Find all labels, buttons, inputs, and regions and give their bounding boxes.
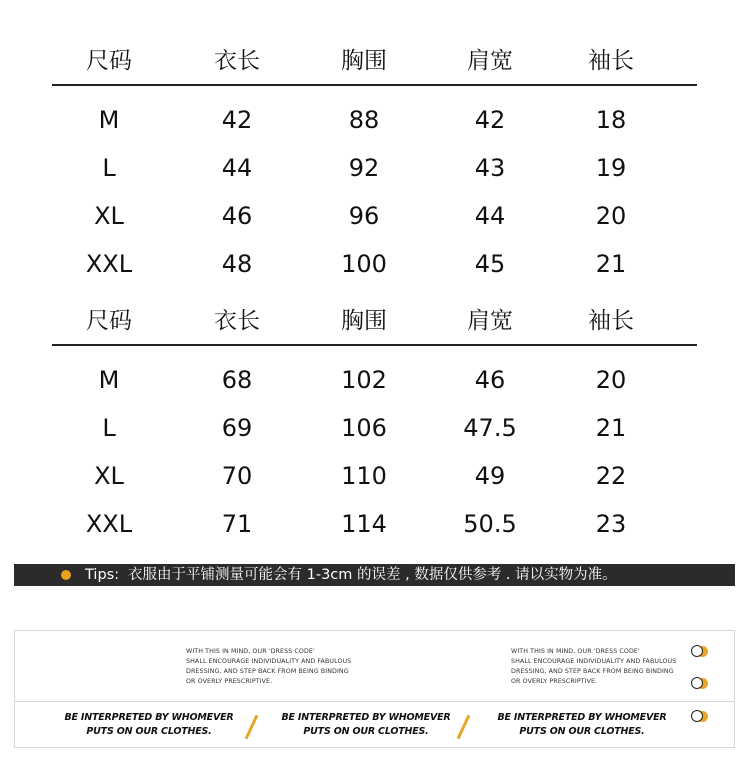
- table-row: [52, 404, 697, 452]
- size-table-1: [52, 36, 697, 288]
- cell-chest: 110: [341, 462, 387, 490]
- header-shoulder: 肩宽: [467, 48, 513, 74]
- table-row: [52, 96, 697, 144]
- header-shoulder: 肩宽: [467, 308, 513, 334]
- table-header-row: [52, 296, 697, 344]
- ring-dot-icon: [691, 645, 711, 659]
- tips-label: Tips:: [85, 567, 120, 583]
- table-row: [52, 356, 697, 404]
- dress-code-text-right: [511, 647, 686, 687]
- cell-sleeve: 20: [595, 366, 627, 394]
- table-header-row: [52, 36, 697, 84]
- ring-dot-icon: [691, 710, 711, 724]
- footer-banner: [14, 630, 735, 748]
- header-chest: 胸围: [341, 308, 387, 334]
- cell-length: 69: [221, 414, 253, 442]
- cell-chest: 100: [341, 250, 387, 278]
- cell-size: M: [98, 366, 120, 394]
- slogan-line: BE INTERPRETED BY WHOMEVER: [64, 712, 234, 723]
- cell-sleeve: 22: [595, 462, 627, 490]
- dress-code-line: OR OVERLY PRESCRIPTIVE.: [186, 678, 273, 685]
- tips-bar: [14, 564, 735, 586]
- dress-code-line: DRESSING, AND STEP BACK FROM BEING BINDING: [186, 668, 349, 675]
- table-row: [52, 144, 697, 192]
- cell-sleeve: 23: [595, 510, 627, 538]
- cell-shoulder: 45: [474, 250, 506, 278]
- dress-code-text-left: [186, 647, 361, 687]
- table-row: [52, 452, 697, 500]
- cell-shoulder: 49: [474, 462, 506, 490]
- cell-sleeve: 21: [595, 414, 627, 442]
- cell-shoulder: 50.5: [463, 510, 517, 538]
- cell-size: XL: [94, 462, 124, 490]
- cell-length: 71: [221, 510, 253, 538]
- cell-shoulder: 42: [474, 106, 506, 134]
- cell-chest: 96: [348, 202, 380, 230]
- bullet-dot-icon: [61, 570, 71, 580]
- dress-code-line: DRESSING, AND STEP BACK FROM BEING BINDING: [511, 668, 674, 675]
- dress-code-line: OR OVERLY PRESCRIPTIVE.: [511, 678, 598, 685]
- header-chest: 胸围: [341, 48, 387, 74]
- cell-length: 68: [221, 366, 253, 394]
- cell-chest: 92: [348, 154, 380, 182]
- slogan-right: [492, 711, 672, 739]
- cell-size: L: [102, 414, 116, 442]
- cell-size: L: [102, 154, 116, 182]
- header-size: 尺码: [86, 308, 132, 334]
- dress-code-line: WITH THIS IN MIND, OUR 'DRESS CODE': [186, 648, 315, 655]
- cell-length: 70: [221, 462, 253, 490]
- slogan-line: PUTS ON OUR CLOTHES.: [303, 726, 429, 737]
- cell-chest: 114: [341, 510, 387, 538]
- table-row: [52, 192, 697, 240]
- cell-shoulder: 47.5: [463, 414, 517, 442]
- slogan-line: BE INTERPRETED BY WHOMEVER: [281, 712, 451, 723]
- cell-length: 46: [221, 202, 253, 230]
- slogan-left: [59, 711, 239, 739]
- cell-sleeve: 18: [595, 106, 627, 134]
- size-table-2: [52, 296, 697, 548]
- cell-length: 42: [221, 106, 253, 134]
- header-sleeve: 袖长: [588, 48, 634, 74]
- slogan-line: PUTS ON OUR CLOTHES.: [519, 726, 645, 737]
- tips-text: 衣服由于平铺测量可能会有 1-3cm 的误差 , 数据仅供参考 . 请以实物为准。: [128, 567, 617, 583]
- cell-shoulder: 44: [474, 202, 506, 230]
- cell-sleeve: 19: [595, 154, 627, 182]
- table-row: [52, 500, 697, 548]
- cell-chest: 88: [348, 106, 380, 134]
- cell-size: XXL: [85, 250, 133, 278]
- cell-chest: 102: [341, 366, 387, 394]
- footer-divider: [15, 701, 734, 702]
- slogan-line: PUTS ON OUR CLOTHES.: [86, 726, 212, 737]
- dress-code-line: SHALL ENCOURAGE INDIVIDUALITY AND FABULOUS: [186, 658, 352, 665]
- cell-shoulder: 43: [474, 154, 506, 182]
- header-sleeve: 袖长: [588, 308, 634, 334]
- cell-length: 48: [221, 250, 253, 278]
- cell-sleeve: 20: [595, 202, 627, 230]
- cell-shoulder: 46: [474, 366, 506, 394]
- cell-size: XXL: [85, 510, 133, 538]
- cell-size: M: [98, 106, 120, 134]
- header-length: 衣长: [214, 48, 260, 74]
- header-size: 尺码: [86, 48, 132, 74]
- slash-divider-icon: [245, 715, 259, 740]
- ring-dot-icon: [691, 677, 711, 691]
- dress-code-line: SHALL ENCOURAGE INDIVIDUALITY AND FABULOUS: [511, 658, 677, 665]
- dress-code-line: WITH THIS IN MIND, OUR 'DRESS CODE': [511, 648, 640, 655]
- cell-sleeve: 21: [595, 250, 627, 278]
- cell-chest: 106: [341, 414, 387, 442]
- slogan-center: [276, 711, 456, 739]
- cell-size: XL: [94, 202, 124, 230]
- cell-length: 44: [221, 154, 253, 182]
- header-length: 衣长: [214, 308, 260, 334]
- table-row: [52, 240, 697, 288]
- slash-divider-icon: [457, 715, 471, 740]
- slogan-line: BE INTERPRETED BY WHOMEVER: [497, 712, 667, 723]
